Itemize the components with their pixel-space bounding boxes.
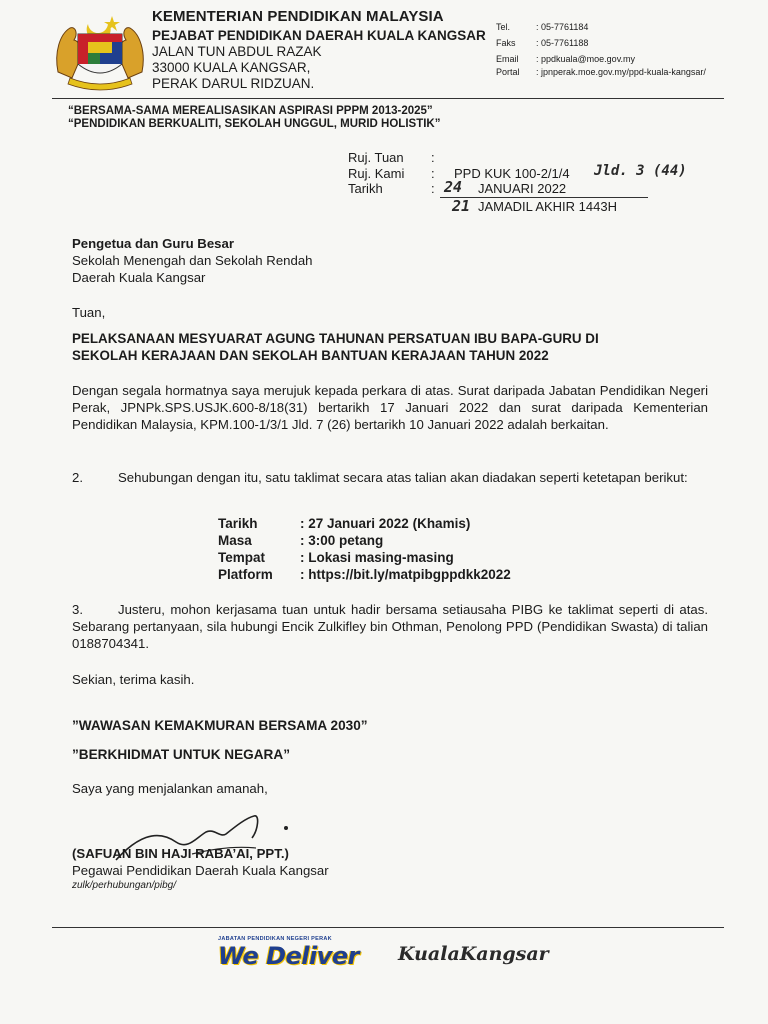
motto-line: “BERSAMA-SAMA MEREALISASIKAN ASPIRASI PPPM 2013-2025” (68, 105, 433, 117)
ruj-kami-handwritten: Jld. 3 (44) (594, 163, 687, 179)
signoff: Saya yang menjalankan amanah, (72, 781, 268, 796)
tarikh-colon: : (431, 181, 435, 196)
salutation: Tuan, (72, 305, 106, 320)
address-line: PERAK DARUL RIDZUAN. (152, 76, 315, 91)
signatory-position: Pegawai Pendidikan Daerah Kuala Kangsar (72, 863, 329, 878)
paragraph-2 (72, 469, 708, 486)
detail-value-tarikh: : 27 Januari 2022 (Khamis) (300, 516, 471, 531)
tarikh-handwritten-day: 24 (444, 178, 463, 196)
paragraph-2-number: 2. (72, 470, 83, 485)
address-line: JALAN TUN ABDUL RAZAK (152, 44, 322, 59)
paragraph-3 (72, 601, 708, 652)
tarikh-value: JANUARI 2022 (478, 181, 567, 196)
email-label: Email (496, 54, 519, 64)
date-underline (440, 197, 648, 198)
email-value: : ppdkuala@moe.gov.my (536, 54, 636, 64)
signatory-name: (SAFUAN BIN HAJI RABA’AI, PPT.) (72, 846, 289, 861)
logo-wordmark: We Deliver (218, 942, 359, 970)
portal-value: : jpnperak.moe.gov.my/ppd-kuala-kangsar/ (536, 67, 706, 77)
ruj-kami-label: Ruj. Kami (348, 166, 405, 181)
malaysia-coat-of-arms (52, 12, 148, 92)
tarikh-label: Tarikh (348, 181, 383, 196)
slogan-wawasan: ”WAWASAN KEMAKMURAN BERSAMA 2030” (72, 718, 368, 733)
address-line: 33000 KUALA KANGSAR, (152, 60, 311, 75)
ruj-tuan-label: Ruj. Tuan (348, 150, 404, 165)
recipient-line: Sekolah Menengah dan Sekolah Rendah (72, 253, 313, 268)
slogan-berkhidmat: ”BERKHIDMAT UNTUK NEGARA” (72, 747, 290, 762)
platform-link[interactable]: : https://bit.ly/matpibgppdkk2022 (300, 567, 511, 582)
tel-label: Tel. (496, 22, 511, 32)
detail-label-tarikh: Tarikh (218, 516, 258, 531)
ruj-kami-colon: : (431, 166, 435, 181)
motto-line: “PENDIDIKAN BERKUALITI, SEKOLAH UNGGUL, MURID HOLISTIK” (68, 118, 441, 130)
ruj-tuan-colon: : (431, 150, 435, 165)
subject-line: SEKOLAH KERAJAAN DAN SEKOLAH BANTUAN KERAJAAN TAHUN 2022 (72, 348, 549, 363)
recipient-title: Pengetua dan Guru Besar (72, 236, 234, 251)
closing-text: Sekian, terima kasih. (72, 672, 195, 687)
paragraph-1: Dengan segala hormatnya saya merujuk kepada perkara di atas. Surat daripada Jabatan Pendidikan Negeri Perak, JPNPk.SPS.USJK.600-8/18(31) bertarikh 17 Januari 2022 dan surat daripada Kementerian Pendidikan Malaysia, KPM.100-1/3/1 Jld. 7 (26) bertarikh 10 Januari 2022 adalah berkaitan. (72, 383, 708, 432)
tel-value: : 05-7761184 (536, 22, 589, 32)
subject-line: PELAKSANAAN MESYUARAT AGUNG TAHUNAN PERSATUAN IBU BAPA-GURU DI (72, 331, 599, 346)
recipient-line: Daerah Kuala Kangsar (72, 270, 206, 285)
detail-label-platform: Platform (218, 567, 273, 582)
paragraph-3-text: Justeru, mohon kerjasama tuan untuk hadir bersama setiausaha PIBG ke taklimat seperti di atas. Sebarang pertanyaan, sila hubungi Encik Zulkifley bin Othman, Penolong PPD (Pendidikan Swasta) di talian 0188704341. (72, 602, 708, 651)
office-name: PEJABAT PENDIDIKAN DAERAH KUALA KANGSAR (152, 28, 486, 43)
file-reference: zulk/perhubungan/pibg/ (72, 880, 176, 891)
detail-value-masa: : 3:00 petang (300, 533, 384, 548)
portal-label: Portal (496, 67, 520, 77)
ruj-kami-value: PPD KUK 100-2/1/4 (454, 166, 570, 181)
logo-caption: JABATAN PENDIDIKAN NEGERI PERAK (218, 936, 332, 942)
header-divider (52, 98, 724, 99)
kuala-kangsar-logo (398, 936, 549, 976)
hijri-handwritten-day: 21 (452, 197, 471, 215)
logo-script: KualaKangsar (398, 943, 549, 965)
detail-value-tempat: : Lokasi masing-masing (300, 550, 454, 565)
paragraph-2-text: Sehubungan dengan itu, satu taklimat secara atas talian akan diadakan seperti ketetapan berikut: (118, 470, 688, 485)
ministry-name: KEMENTERIAN PENDIDIKAN MALAYSIA (152, 8, 444, 25)
fax-label: Faks (496, 38, 516, 48)
detail-label-tempat: Tempat (218, 550, 266, 565)
hijri-date: JAMADIL AKHIR 1443H (478, 199, 617, 214)
fax-value: : 05-7761188 (536, 38, 589, 48)
paragraph-3-number: 3. (72, 602, 83, 617)
we-deliver-logo (218, 936, 378, 976)
footer-divider (52, 927, 724, 928)
detail-label-masa: Masa (218, 533, 252, 548)
